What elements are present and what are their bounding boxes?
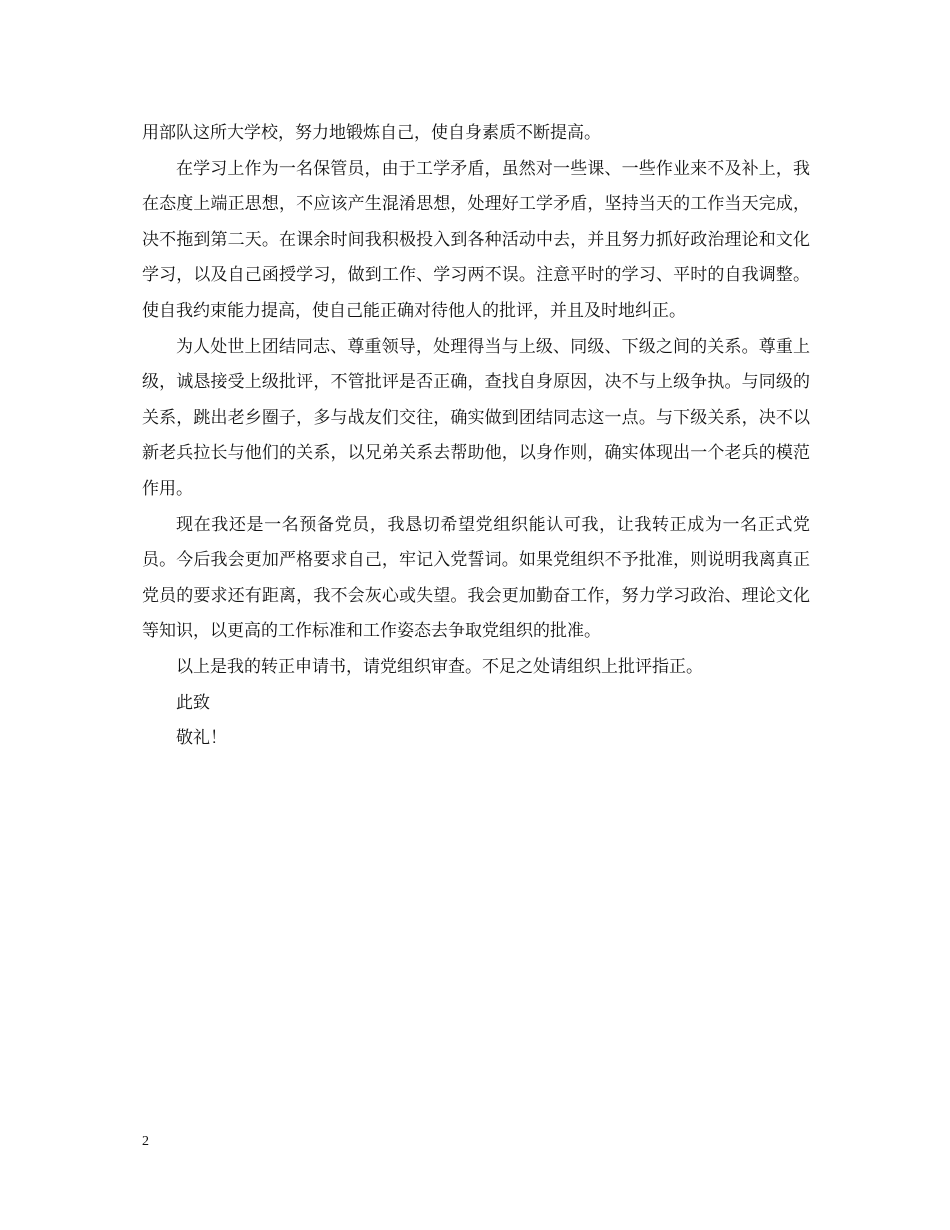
paragraph-relations: 为人处世上团结同志、尊重领导，处理得当与上级、同级、下级之间的关系。尊重上级，诚恳接受上级批评，不管批评是否正确，查找自身原因，决不与上级争执。与同级的关系，跳出老乡圈子，多与战友们交往，确实做到团结同志这一点。与下级关系，决不以新老兵拉长与他们的关系，以兄弟关系去帮助他，以身作则，确实体现出一个老兵的模范作用。 (142, 336, 810, 499)
paragraph-closing: 以上是我的转正申请书，请党组织审查。不足之处请组织上批评指正。 (176, 656, 703, 677)
page-number: 2 (142, 1134, 149, 1149)
document-body (142, 116, 810, 757)
paragraph-probation: 现在我还是一名预备党员，我恳切希望党组织能认可我，让我转正成为一名正式党员。今后我会更加严格要求自己，牢记入党誓词。如果党组织不予批准，则说明我离真正党员的要求还有距离，我不会灰心或失望。我会更加勤奋工作，努力学习政治、理论文化等知识，以更高的工作标准和工作姿态去争取党组织的批准。 (142, 514, 810, 642)
salutation-cizhi: 此致 (176, 692, 210, 713)
paragraph-continuation: 用部队这所大学校，努力地锻炼自己，使自身素质不断提高。 (142, 123, 601, 143)
paragraph-study: 在学习上作为一名保管员，由于工学矛盾，虽然对一些课、一些作业来不及补上，我在态度上端正思想，不应该产生混淆思想，处理好工学矛盾，坚持当天的工作当天完成，决不拖到第二天。在课余时间我积极投入到各种活动中去，并且努力抓好政治理论和文化学习，以及自己函授学习，做到工作、学习两不误。注意平时的学习、平时的自我调整。使自我约束能力提高，使自己能正确对待他人的批评，并且及时地纠正。 (142, 158, 810, 321)
salutation-jingli: 敬礼！ (176, 728, 227, 749)
